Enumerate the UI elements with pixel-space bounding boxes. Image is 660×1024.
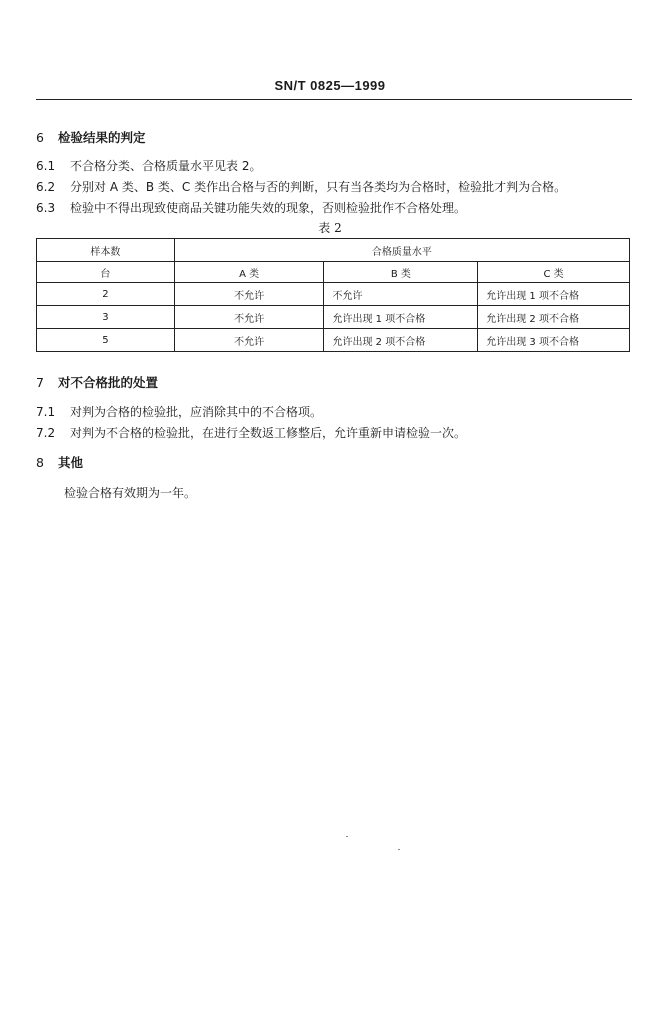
clause-text: 检验中不得出现致使商品关键功能失效的现象，否则检验批作不合格处理。 [70,201,467,215]
section-7-heading [36,373,158,391]
header-class-b: B 类 [324,262,478,283]
section-7-title: 对不合格批的处置 [58,375,159,390]
header-rule [36,99,632,100]
cell-class-b: 允许出现 1 项不合格 [324,306,478,329]
header-quality-level: 合格质量水平 [174,239,629,262]
clause-number: 6.1 [36,159,56,173]
section-8-number: 8 [36,455,44,470]
clause-6-3 [36,199,466,216]
clause-text: 分别对 A 类、B 类、C 类作出合格与否的判断，只有当各类均为合格时，检验批才判为合格。 [70,180,567,194]
section-8-heading [36,453,83,471]
table-caption: 表 2 [318,221,342,235]
cell-class-b: 不允许 [324,283,478,306]
clause-number: 6.3 [36,201,56,215]
section-6-number: 6 [36,130,44,145]
cell-sample: 2 [37,283,175,306]
header-unit: 台 [37,262,175,283]
table-row [37,283,630,306]
clause-7-2 [36,424,466,441]
clause-text: 不合格分类、合格质量水平见表 2。 [70,159,262,173]
cell-class-b: 允许出现 2 项不合格 [324,329,478,352]
table-row [37,306,630,329]
clause-number: 6.2 [36,180,56,194]
cell-class-c: 允许出现 2 项不合格 [478,306,630,329]
table-row [37,329,630,352]
section-8-title: 其他 [58,455,84,470]
clause-number: 7.1 [36,405,56,419]
clause-text: 对判为不合格的检验批，在进行全数返工修整后，允许重新申请检验一次。 [70,426,467,440]
scan-speck [398,849,400,850]
header-sample-count: 样本数 [37,239,175,262]
cell-class-c: 允许出现 1 项不合格 [478,283,630,306]
cell-class-c: 允许出现 3 项不合格 [478,329,630,352]
section-6-heading [36,128,146,146]
cell-class-a: 不允许 [174,306,324,329]
clause-6-1 [36,157,261,174]
cell-sample: 3 [37,306,175,329]
clause-6-2 [36,178,566,195]
section-7-number: 7 [36,375,44,390]
scan-speck [346,836,348,837]
validity-statement: 检验合格有效期为一年。 [64,486,197,500]
clause-7-1 [36,403,322,420]
cell-class-a: 不允许 [174,329,324,352]
header-class-c: C 类 [478,262,630,283]
quality-level-table [36,238,630,352]
standard-number: SN/T 0825—1999 [274,78,386,93]
cell-class-a: 不允许 [174,283,324,306]
section-6-title: 检验结果的判定 [58,130,146,145]
clause-number: 7.2 [36,426,56,440]
clause-text: 对判为合格的检验批，应消除其中的不合格项。 [70,405,323,419]
cell-sample: 5 [37,329,175,352]
header-class-a: A 类 [174,262,324,283]
